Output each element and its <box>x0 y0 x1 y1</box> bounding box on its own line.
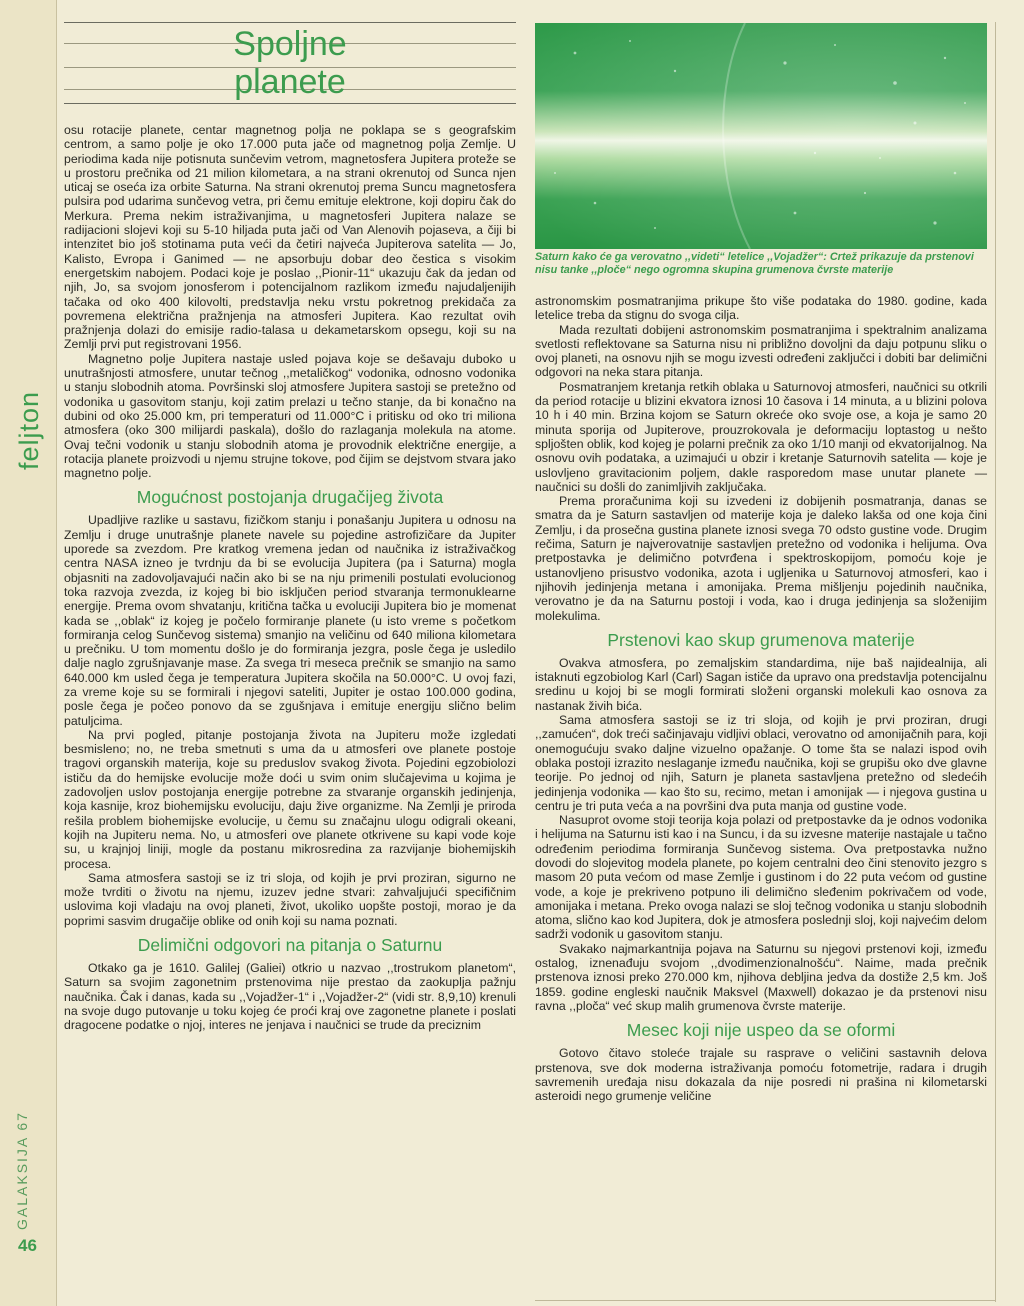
paragraph: Na prvi pogled, pitanje postojanja života na Jupiteru može izgledati besmisleno; no, ne treba smetnuti s uma da u atmosferi ove planete postoje tragovi organskih materija, koje su preduslov svakog života. Pojedini egzobiolozi ističu da do hemijske evolucije može doći u svim onim slučajevima u kojima je zadovoljen uslov postojanja energije potrebne za stvaranje organskih jedinjenja, koja kasnije, kroz biohemijsku evoluciju, daju žive organizme. Na Zemlji je priroda rešila problem biohemijske evolucije, u čemu su značajnu ulogu odigrali okeani, kojih na Jupiteru nema. No, u atmosferi ove planete otkrivene su kapi vode koje su, u krajnjoj liniji, mogle da postanu mikrosredina za razvijanje biohemijskih procesa. <box>64 727 516 871</box>
subheading-rings: Prstenovi kao skup grumenova materije <box>607 629 915 650</box>
paragraph: Prema proračunima koji su izvedeni iz dobijenih posmatranja, danas se smatra da je Saturn sastavljen od materije koja je daleko lakša od one koja čini Zemlju, i da prosečna gustina planete iznosi svega 70 odsto gustine vode. Drugim rečima, Saturn je najverovatnije sastavljen pretežno od vodonika i helijuma. Ova pretpostavka je delimično potvrđena i spektroskopijom, pomoću koje je ustanovljeno prisustvo vodonika, azota i ugljenika u Saturnovoj atmosferi, kao i njihovih jedinjenja metana i amonijaka. Prema mišljenju pojedinih naučnika, verovatno je da na Saturnu postoji i voda, kao i druga jedinjenja sa složenijim molekulima. <box>535 494 987 623</box>
subheading-moon: Mesec koji nije uspeo da se oformi <box>626 1020 896 1041</box>
paragraph: Posmatranjem kretanja retkih oblaka u Saturnovoj atmosferi, naučnici su otkrili da period rotacije u blizini ekvatora iznosi 10 časova i 14 minuta, a u blizini polova 10 h i 40 min. Brzina kojom se Saturn okreće oko svoje ose, a koja je samo 20 minuta sporija od Jupiterove, prouzrokovala je deformaciju loptastog u nešto spljošten oblik, kod kojeg je polarni prečnik za oko 1/10 manji od ekvatorijalnog. Na osnovu ovih podataka, a uzimajući u obzir i kretanje Saturnovih satelita — koje je uslovljeno gravitacionim poljem, dakle rasporedom mase unutar planete — naučnici su došli do zanimljivih zaključaka. <box>535 379 987 494</box>
saturn-rings-illustration <box>535 23 987 249</box>
paragraph: osu rotacije planete, centar magnetnog polja ne poklapa se s geografskim centrom, a samo polje je oko 17.000 puta jače od magnetnog polja Zemlje. U periodima kada nije potisnuta sunčevim vetrom, magnetosfera Jupitera proteže se u prostoru prečnika od 21 milion kilometara, a na strani okrenutoj od Sunca njen uticaj se oseća iza orbite Saturna. Na strani okrenutoj prema Suncu magnetosfera pulsira pod udarima sunčevog vetra, pri čemu emituje elektrone, koji dopiru čak do Merkura. Prema nekim istraživanjima, u magnetosferi Jupitera nalaze se radijacioni slojevi koji su 5-10 hiljada puta jači od Van Alenovih pojaseva, a čiji bi intenzitet bio još stotinama puta veći da četiri najveća Jupiterova satelita — Jo, Kalisto, Evropa i Ganimed — ne apsorbuju dobar deo čestica s visokim energetskim nabojem. Podaci koje je poslao ,,Pionir-11“ ukazuju čak da jedan od njih, Jo, sa svojom jonosferom i potencijalnom razlikom između najudaljenijih tačaka od oko 400 kilovolti, predstavlja neku vrstu pokretnog prekidača za povremena električna pražnjenja na atmosferi Jupitera. Kao rezultat ovih pražnjenja dolazi do emisije radio-talasa u dekametarskom opsegu, koji su na Zemlji prvi put registrovani 1956. <box>64 123 516 352</box>
paragraph: Gotovo čitavo stoleće trajale su rasprave o veličini sastavnih delova prstenova, sve dok moderna istraživanja pomoću fotometrije, radara i drugih savremenih uređaja nisu dokazala da nije posredi ni prašina ni kilometarski asteroidi nego grumenje veličine <box>535 1046 987 1104</box>
article-title-line-1: Spoljne <box>233 25 347 63</box>
paragraph: Ovakva atmosfera, po zemaljskim standardima, nije baš najidealnija, ali istaknuti egzobiolog Karl (Carl) Sagan ističe da upravo ona predstavlja potencijalnu sredinu u kojoj bi se mogli formirati složeni organski molekuli kao osnova za nastanak živih bića. <box>535 655 987 713</box>
paragraph: Upadljive razlike u sastavu, fizičkom stanju i ponašanju Jupitera u odnosu na Zemlju i druge unutrašnje planete navele su pojedine astrofizičare da Jupiter uporede sa zvezdom. Pre kratkog vremena jedan od naučnika iz istraživačkog centra NASA izneo je tvrdnju da bi se evolucija Jupitera (pa i Saturna) mogla objasniti na zadovoljavajući način ako bi se na nju primenili postulati evolucionog toka razvoja zvezda, iz kojeg bi bio isključen period stvaranja termonuklearne energije. Prema ovom shvatanju, kritična tačka u evoluciji Jupitera bio je momenat kada se ,,oblak“ iz kojeg je počelo formiranje planete (u isto vreme s početkom formiranja celog Sunčevog sistema) smanjio na veličinu od 640 miliona kilometara u prečniku. U tom momentu došlo je do formiranja jezgra, posle čega je usledilo dalje naglo zgrušnjavanje mase. Za svega tri meseca prečnik se smanjio na samo 640.000 km usled čega je temperatura Jupitera skočila na 50.000°C. U ovoj fazi, za vreme koje su se formirali i njegovi sateliti, Jupiter je ostao 100.000 godina, posle čega je počeo ponovo da se zgušnjava i emituje energiju slično belim patuljcima. <box>64 513 516 728</box>
subheading-saturn: Delimični odgovori na pitanja o Saturnu <box>137 935 443 956</box>
paragraph: Nasuprot ovome stoji teorija koja polazi od pretpostavke da je odnos vodonika i helijuma na Saturnu isti kao i na Suncu, i da su izvesne materije nastajale u tačno određenim periodima formiranja Sunčevog sistema. Ova pretpostavka nužno dovodi do slojevitog modela planete, po kojem centralni deo čini stenovito jezgro s masom 20 puta većom od mase Zemlje i gustinom i do 22 puta većom od gustine vode, a koje je prekriveno potpuno ili delimično sleđenim pokrivačem od vode, amonijaka i metana. Preko ovoga nalazi se sloj tečnog vodonika u stanju slobodnih atoma, slično kao kod Jupitera, dok je atmosfera poslednji sloj, koji najvećim delom sadrži vodonik u gasovitom stanju. <box>535 813 987 942</box>
page-number: 46 <box>18 1236 37 1255</box>
paragraph: Magnetno polje Jupitera nastaje usled pojava koje se dešavaju duboko u unutrašnjosti atmosfere, unutar tečnog ,,metaličkog“ vodonika, odnosno vodonika u stanju slobodnih atoma. Površinski sloj atmosfere Jupitera sastoji se pretežno od vodonika u gasovitom stanju, koji zatim prelazi u tečno stanje, da bi konačno na dubini od oko 25.000 km, pri temperaturi od 11.000°C i pritisku od oko tri miliona atmosfera (oko 300 milijardi paskala), došlo do razlaganja molekula na atome. Ovaj tečni vodonik u stanju slobodnih atoma je provodnik električne energije, a rotacija planete proizvodi u njemu strujne tokove, pod čijim se dejstvom stvara jako magnetno polje. <box>64 351 516 481</box>
paragraph: Otkako ga je 1610. Galilej (Galiei) otkrio u nazvao ,,trostrukom planetom“, Saturn sa svojim zagonetnim prstenovima nije prestao da zaokuplja pažnju naučnika. Čak i danas, kada su ,,Vojadžer-1“ i ,,Vojadžer-2“ (vidi str. 8,9,10) krenuli na svoje dugo putovanje u toku kojeg će proći kraj ove zagonetne planete i poslati dragocene podatke o njoj, interes ne jenjava i naučnici se trude da preciznim <box>64 961 516 1033</box>
left-column <box>64 123 516 1033</box>
paragraph: Svakako najmarkantnija pojava na Saturnu su njegovi prstenovi koji, između ostalog, iznenađuju svojom ,,dvodimenzionalnošću“. Naime, mada prečnik prstenova iznosi preko 270.000 km, njihova debljina jedva da dostiže 2,5 km. Još 1859. godine engleski naučnik Maksvel (Maxwell) dokazao je da prstenovi nisu ravna ,,ploča“ već skup malih grumenova čvrste materije. <box>535 941 987 1013</box>
paragraph: Sama atmosfera sastoji se iz tri sloja, od kojih je prvi proziran, drugi ,,zamućen“, dok treći sačinjavaju vidljivi oblaci, verovatno od amonijačnih para, koji onemogućuju svako daljne vizuelno opažanje. O tome šta se nalazi ispod ovih oblaka postoji izrazito neslaganje između naučnika, koji se grupišu oko dve glavne teorije. Po jednoj od njih, Saturn je planeta sastavljena pretežno od sledećih jedinjenja vodonika — kao što su, recimo, metan i amonijak — i njegova gustina u centru je tri puta veća a na površini dva puta manja od gustine vode. <box>535 713 987 813</box>
image-caption: Saturn kako će ga verovatno ,,videti“ letelice ,,Vojadžer“: Crtež prikazuje da prstenovi nisu tanke ,,ploče“ nego ogromna skupina grumenova čvrste materije <box>535 251 974 276</box>
paragraph: Mada rezultati dobijeni astronomskim posmatranjima i spektralnim analizama svetlosti reflektovane sa Saturna nisu ni približno dovoljni da daju potpunu sliku o ovoj planeti, na osnovu njih se mogu izvesti određeni zaključci i dobiti bar delimični odgovori na neka stara pitanja. <box>535 322 987 380</box>
article-title-line-2: planete <box>234 63 346 101</box>
paragraph: Sama atmosfera sastoji se iz tri sloja, od kojih je prvi proziran, sigurno ne može tvrditi o životu na njemu, izuzev jedne stvari: zahvaljujući specifičnim uslovima koji vladaju na ovoj planeti, život, ukoliko uopšte postoji, morao je da poprimi sasvim drugačije oblike od onih koji su nama poznati. <box>64 870 516 928</box>
section-label: feljton <box>14 390 44 470</box>
subheading-life: Mogućnost postojanja drugačijeg života <box>136 487 444 508</box>
article-title-box <box>64 22 516 104</box>
right-column <box>535 294 987 1103</box>
paragraph: astronomskim posmatranjima prikupe što više podataka do 1980. godine, kada letelice treba da stignu do svoga cilja. <box>535 294 987 323</box>
magazine-issue: GALAKSIJA 67 <box>14 1111 30 1230</box>
saturn-illustration-art <box>535 23 987 249</box>
side-margin <box>0 0 57 1306</box>
page-frame-right <box>995 22 996 1302</box>
page-frame-bottom <box>535 1300 995 1301</box>
